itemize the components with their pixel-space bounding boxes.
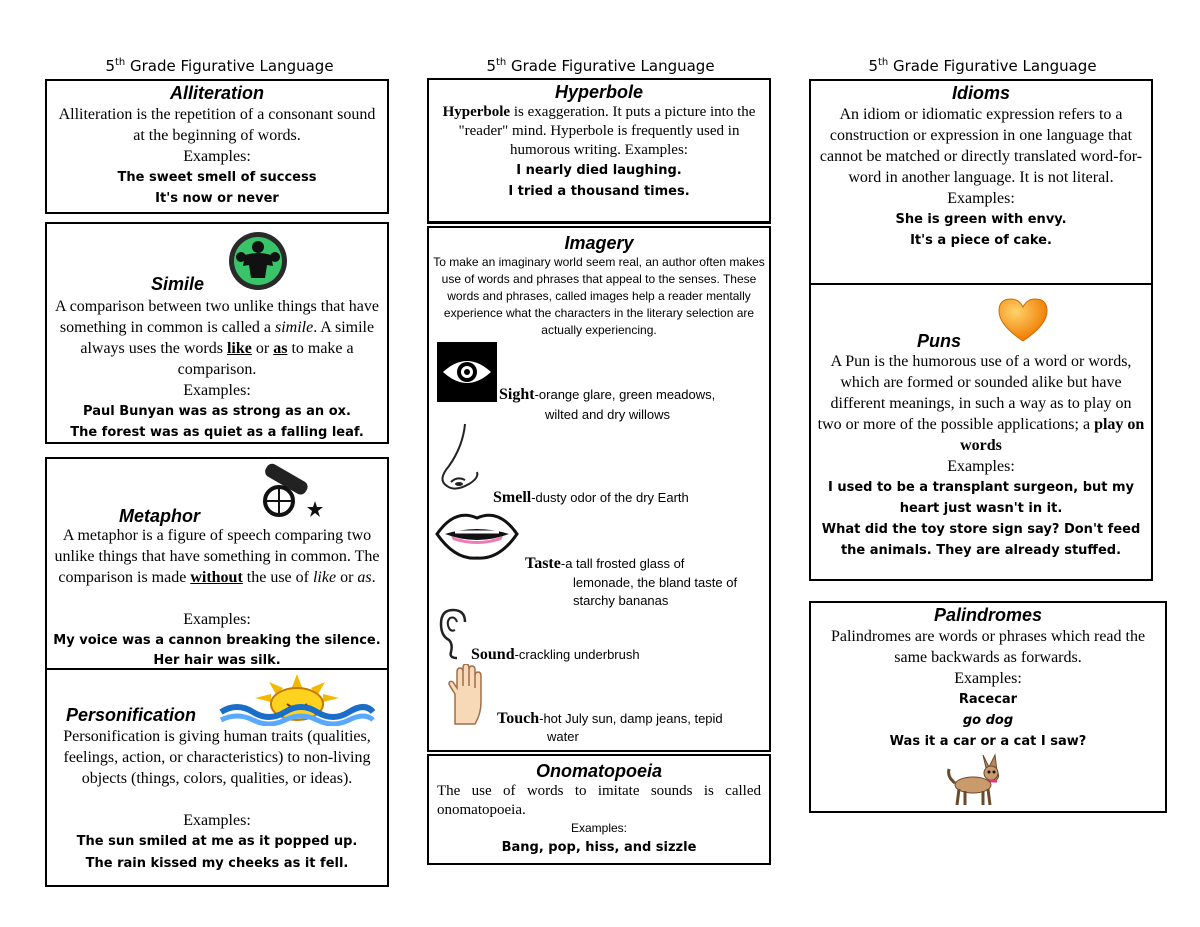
personification-examples-label: Examples: bbox=[183, 812, 251, 829]
metaphor-examples-label: Examples: bbox=[183, 611, 251, 628]
sight-line-2: wilted and dry willows bbox=[545, 407, 670, 422]
palindromes-body: Palindromes are words or phrases which read the same backwards as forwards. bbox=[830, 628, 1146, 666]
idioms-examples-label: Examples: bbox=[947, 190, 1015, 207]
metaphor-body: A metaphor is a figure of speech comparing two unlike things that have something in common. The comparison is made without the use of like or as. bbox=[54, 527, 380, 586]
alliteration-examples-label: Examples: bbox=[183, 148, 251, 165]
palindromes-examples-label: Examples: bbox=[954, 670, 1022, 687]
touch-line-1: Touch-hot July sun, damp jeans, tepid bbox=[497, 710, 723, 727]
taste-line-3: starchy bananas bbox=[573, 593, 669, 608]
simile-box bbox=[45, 222, 389, 444]
puns-box bbox=[809, 283, 1153, 581]
onomatopoeia-example-1: Bang, pop, hiss, and sizzle bbox=[501, 840, 697, 855]
sound-line: Sound-crackling underbrush bbox=[471, 646, 640, 663]
touch-line-2: water bbox=[547, 729, 579, 744]
palindromes-box bbox=[809, 601, 1167, 813]
hyperbole-divider bbox=[428, 221, 770, 224]
palindromes-example-1: Racecar bbox=[958, 692, 1018, 707]
hyperbole-title: Hyperbole bbox=[554, 82, 644, 102]
idioms-example-1: She is green with envy. bbox=[895, 212, 1067, 227]
alliteration-box bbox=[45, 79, 389, 214]
puns-title: Puns bbox=[917, 331, 962, 351]
ear-icon bbox=[437, 608, 471, 660]
hand-icon bbox=[447, 664, 485, 726]
heart-icon bbox=[997, 297, 1049, 343]
onomatopoeia-box bbox=[427, 754, 771, 865]
hyperbole-example-2: I tried a thousand times. bbox=[508, 184, 690, 199]
smiling-sun-icon bbox=[217, 672, 377, 726]
onomatopoeia-examples-label: Examples: bbox=[570, 821, 628, 835]
metaphor-example-2: Her hair was silk. bbox=[153, 653, 281, 668]
hyperbole-example-1: I nearly died laughing. bbox=[516, 163, 682, 178]
puns-example-2: What did the toy store sign say? Don't feed the animals. They are already stuffed. bbox=[821, 522, 1141, 558]
metaphor-title: Metaphor bbox=[119, 506, 200, 526]
strongman-icon bbox=[227, 230, 289, 292]
taste-line-2: lemonade, the bland taste of bbox=[573, 575, 738, 590]
personification-example-2: The rain kissed my cheeks as it fell. bbox=[85, 856, 349, 871]
eye-icon bbox=[437, 342, 497, 402]
hyperbole-box bbox=[427, 78, 771, 224]
idioms-example-2: It's a piece of cake. bbox=[910, 233, 1052, 248]
sight-line-1: Sight-orange glare, green meadows, bbox=[499, 386, 716, 403]
simile-body: A comparison between two unlike things that have something in common is called a simile. A simile always uses the words like or as to make a comparison. bbox=[55, 298, 379, 378]
column-header-1: 5th Grade Figurative Language bbox=[105, 57, 334, 75]
nose-icon bbox=[435, 422, 491, 498]
personification-body: Personification is giving human traits (qualities, feelings, action, or characteristics) to non-living objects (things, colors, qualities, or ideas). bbox=[63, 728, 371, 787]
alliteration-example-1: The sweet smell of success bbox=[117, 170, 317, 185]
simile-title: Simile bbox=[151, 274, 205, 294]
alliteration-example-2: It's now or never bbox=[155, 191, 279, 206]
column-header-2: 5th Grade Figurative Language bbox=[486, 57, 715, 75]
chihuahua-icon bbox=[943, 751, 1009, 807]
onomatopoeia-body: The use of words to imitate sounds is called onomatopoeia. bbox=[437, 783, 761, 818]
onomatopoeia-title: Onomatopoeia bbox=[535, 761, 662, 781]
alliteration-title: Alliteration bbox=[169, 83, 264, 103]
metaphor-example-1: My voice was a cannon breaking the silence. bbox=[53, 633, 381, 648]
personification-title: Personification bbox=[66, 705, 197, 725]
idioms-title: Idioms bbox=[951, 83, 1010, 103]
lips-icon bbox=[435, 506, 519, 562]
imagery-box bbox=[427, 226, 771, 752]
alliteration-body: Alliteration is the repetition of a consonant sound at the beginning of words. bbox=[58, 106, 376, 144]
personification-example-1: The sun smiled at me as it popped up. bbox=[76, 834, 358, 849]
hyperbole-body: Hyperbole is exaggeration. It puts a picture into the "reader" mind. Hyperbole is frequently used in humorous writing. Examples: bbox=[442, 104, 756, 158]
imagery-title: Imagery bbox=[564, 233, 634, 253]
personification-box bbox=[45, 668, 389, 887]
imagery-body: To make an imaginary world seem real, an author often makes use of words and phrases that appeal to the senses. These words and phrases, called images help a reader mentally experience what the characters in the literary selection are actually experiencing. bbox=[433, 255, 765, 337]
puns-body: A Pun is the humorous use of a word or words, which are formed or sounded alike but have different meanings, in such a way as to play on two or more of the possible applications; a play on words bbox=[817, 353, 1145, 454]
simile-example-2: The forest was as quiet as a falling leaf. bbox=[70, 425, 364, 440]
palindromes-title: Palindromes bbox=[933, 605, 1043, 625]
palindromes-example-2: go dog bbox=[962, 713, 1014, 728]
smell-line: Smell-dusty odor of the dry Earth bbox=[493, 489, 689, 506]
taste-line-1: Taste-a tall frosted glass of bbox=[525, 555, 685, 572]
metaphor-box bbox=[45, 457, 389, 670]
cannon-icon bbox=[253, 463, 325, 519]
palindromes-example-3: Was it a car or a cat I saw? bbox=[889, 734, 1087, 749]
simile-examples-label: Examples: bbox=[183, 382, 251, 399]
puns-example-1: I used to be a transplant surgeon, but my heart just wasn't in it. bbox=[827, 480, 1135, 516]
column-header-3: 5th Grade Figurative Language bbox=[868, 57, 1097, 75]
idioms-body: An idiom or idiomatic expression refers to a construction or expression in one language that cannot be matched or directly translated word-for-word in another language. It is not literal. bbox=[819, 106, 1143, 186]
puns-examples-label: Examples: bbox=[947, 458, 1015, 475]
simile-example-1: Paul Bunyan was as strong as an ox. bbox=[83, 404, 351, 419]
idioms-box bbox=[809, 79, 1153, 285]
